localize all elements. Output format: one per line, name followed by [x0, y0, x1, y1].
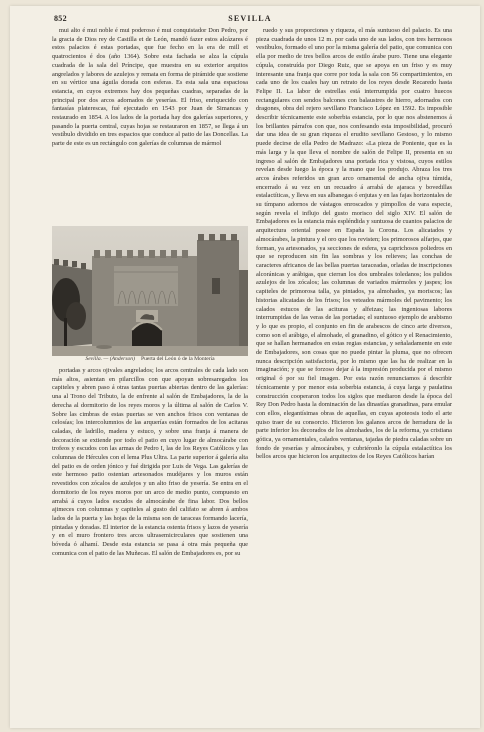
right-column	[256, 27, 452, 712]
running-head: SEVILLA	[228, 14, 272, 23]
page-number: 852	[54, 14, 67, 23]
alcazar-gate-photo	[52, 226, 248, 356]
caption-credit: Sevilla. — (Anderson)	[85, 356, 135, 362]
book-page	[10, 6, 480, 728]
caption-title: Puerta del León ó de la Montería	[140, 356, 215, 362]
figure-caption	[52, 356, 248, 363]
figure-photo	[52, 226, 248, 356]
paragraph: ruedo y sus proporciones y riqueza, el más suntuoso del palacio. Es una pieza cuadrada de unos 12 m. por cada uno de sus lados, con tres hermosos vestíbulos, formado el uno por la misma galería del patio, que comunica con ella por medio de tres bellos arcos de estilo árabe puro. Tiene una elegante cúpula, construída por Diego Ruiz, que se apoya en un friso y es muy interesante una franja que corre por toda la sala con 56 compartimientos, en cada uno de los cuales hay un retrato de los reyes desde Recaredo hasta Felipe II. La labor de estrellas está interrumpida por cuatro huecos rectangulares con sendos balcones con balaustres de hierro, adornados con dragones, obra del rejero sevillano Francisco López en 1592. Es imposible describir técnicamente este soberbia estancia, por lo que nos abstenemos á los brillantes párrafos con que, nos confesando esta imposibilidad, procuró dar una idea de su gran riqueza el erudito sevillano Gestoso, y lo mismo puede decirse de ella Pedro de Madrazo: «La pieza de Poniente, que es la más larga y la que lleva el nombre de salón de Felipe II, presenta en su ingreso al salón de Embajadores una portada rica y vistosa, cuyos estilos revelan desde luego la época y la mano que los produjo. Abraza los tres arcos árabes referidos un gran arco ornamental de ancha ojiva túmida, encerrado á su vez en un recuadro á arrabá de ajaraca y bovedillas estalactíticas, y lleva en sus albanegas ó enjutas y en las fajas horizontales de su tímpano adornos de vástagos enroscados y pimpollos de vara especie, según revela el influjo del gusto morisco del siglo XIV. El salón de Embajadores es la estancia más espléndida y suntuosa de cuantos palacios de arquitectura oriental posee en España la Corona. Los alicatados y almocárabes, la pintura y el oro que los revisten; los primorosos alfarjes, que forman, ya artesonados, ya secciones de esfera, ya caprichosos poliedros en que se reproducen sin fin las sombras y los relieves; las conchas de caracteres africanos de las bellas puertas taraceadas, orladas de inscripciones alcoránicas y arábigas, que cierran los dos umbrales toledanos; los pulidos azulejos de los zócalos; las columnas de variados mármoles y jaspes; los capiteles de primorosa talla, ya pintados, ya almohades, ya moriscos; las historias alicatadas de los frisos; los veteados mármoles del pavimento; los calados estucos de las acituras y alfeizas; las ingeniosas labores interrumpidas de las veras de las portadas; el suntuoso ejemplo de arabismo y lo que es propio, el conjunto en fin de arabescos de cinco arte diversos, como son el arábigo, el almohade, el granadino, el gótico y el Renacimiento, que se hallan hermanados en estas regias estancias, y señaladamente en este de Embajadores, son cosas que no puede pintar la pluma, que no ofrecen nunca descripción satisfactoria, por lo mismo que las ha de realizar en la imaginación; y que se forzoso dejar á la impresión producida por el mismo original ó por su fiel imagen. Por esta razón renunciamos á describir técnicamente y por menor esta soberbia estancia, á cuya larga y paulatina construcción cooperaron todos los siglos que mediaron desde la época del Rey Don Pedro hasta la dominación de las dinastías granadinas, para emular con ellos, elegantísimas obras de aquellas, en cuyas apoteosis todo el arte quiso traer de su consorcio. Hicieron los galanos arcos de herradura de la parte inferior los decorados de los almohades, los de la reforma, ya cristiana gótica, ya ornamentales, calados ventanas, tajadas de piedra caladas sobre un fondo de yeserías y almocárabes, y cubriéronlo la cúpula estalactítica los bellos arcos que hicieron los arquitectos de los Reyes Católicos harían	[256, 27, 452, 461]
left-column-bottom	[52, 367, 248, 712]
left-column-top	[52, 27, 248, 227]
paragraph: mui alto é mui noble é mui poderoso é mui conquistador Don Pedro, por la gracia de Dios rey de Castilla et de León, mandó fazer estos alcázares é estos palacios é estas portadas, que fue fecho en la era de mill et quatrocientos é dos (año 1364). Sobre esta fachada se alza la cúpula cuadrada de la sala del Príncipe, que muestra en su exterior arquitos angrelados y labores de azulejos y remata en forma de pirámide que sostiene en su vértice una águila dorada con esferas. Es esta sala una espaciosa estancia, en cuyos extremos hay dos pequeñas cuadras, separadas de la principal por dos arcos adornados de yeserías. El friso, enriquecido con fantasías platerescas, fué ejecutado en 1543 por Juan de Simancas y restaurado en 1854. A los lados de la portada hay dos galerías superiores, y pasando la puerta central, cuyas hojas se restauraron en 1857, se llega á un vestíbulo dividido en tres espacios que conduce al patio de las Doncellas. La parte de este es un rectángulo con galerías de columnas de mármol	[52, 27, 248, 148]
paragraph: portadas y arcos ojivales angrelados; los arcos centrales de cada lado son más altos, asientan en pilarcillos con que apoyan sobresaregados los capiteles y abren paso á otras tantas puertas abiertas dentro de las galerías: una al Trono del Tributo, la de enfrente al salón de Embajadores, la de la derecha al dormitorio de los reyes moros y la última al salón de Carlos V. Sobre las cimbras de estas puertas se ven anchos frisos con ventanas de celosías; los intercolumnios de las arquerías están formados de los acitaras caladas, de ladrillo, madera y estuco, y sobre una franja á manera de decoración se extiende por todo el patio en cuyo lugar de almocárabe con trofeos y escudos con las armas de Pedro I, las de los Reyes Católicos y las columnas de Hércules con el lema Plus Ultra. La parte superior á galería alta del patio es de orden jónico y fué dirigida por Luis de Vega. Las galerías de este hermoso patio ostentan artesonados mudéjares y los muros están revestidos con zócalos de azulejos y un alto friso de yesería. Se entra en el dormitorio de los reyes moros por un arco de medio punto, compuesto en arrabá á cuyos lados escudos de almocárabe de fina labor. Dos bellos ajimeces con columnas y capiteles al gusto del califato se abren á ambos lados de la puerta y las hojas de la misma son de taraceas formando lacería, pintadas y doradas. El interior de la estancia ostenta frisos y lazos de yesería y en el muro frontero tres arcos ultrasemicirculares que sostienen una bóveda ó alhamí. Desde esta estancia se pasa á otra más pequeña que comunica con el patio de las Muñecas. El salón de Embajadores es, por su	[52, 367, 248, 557]
